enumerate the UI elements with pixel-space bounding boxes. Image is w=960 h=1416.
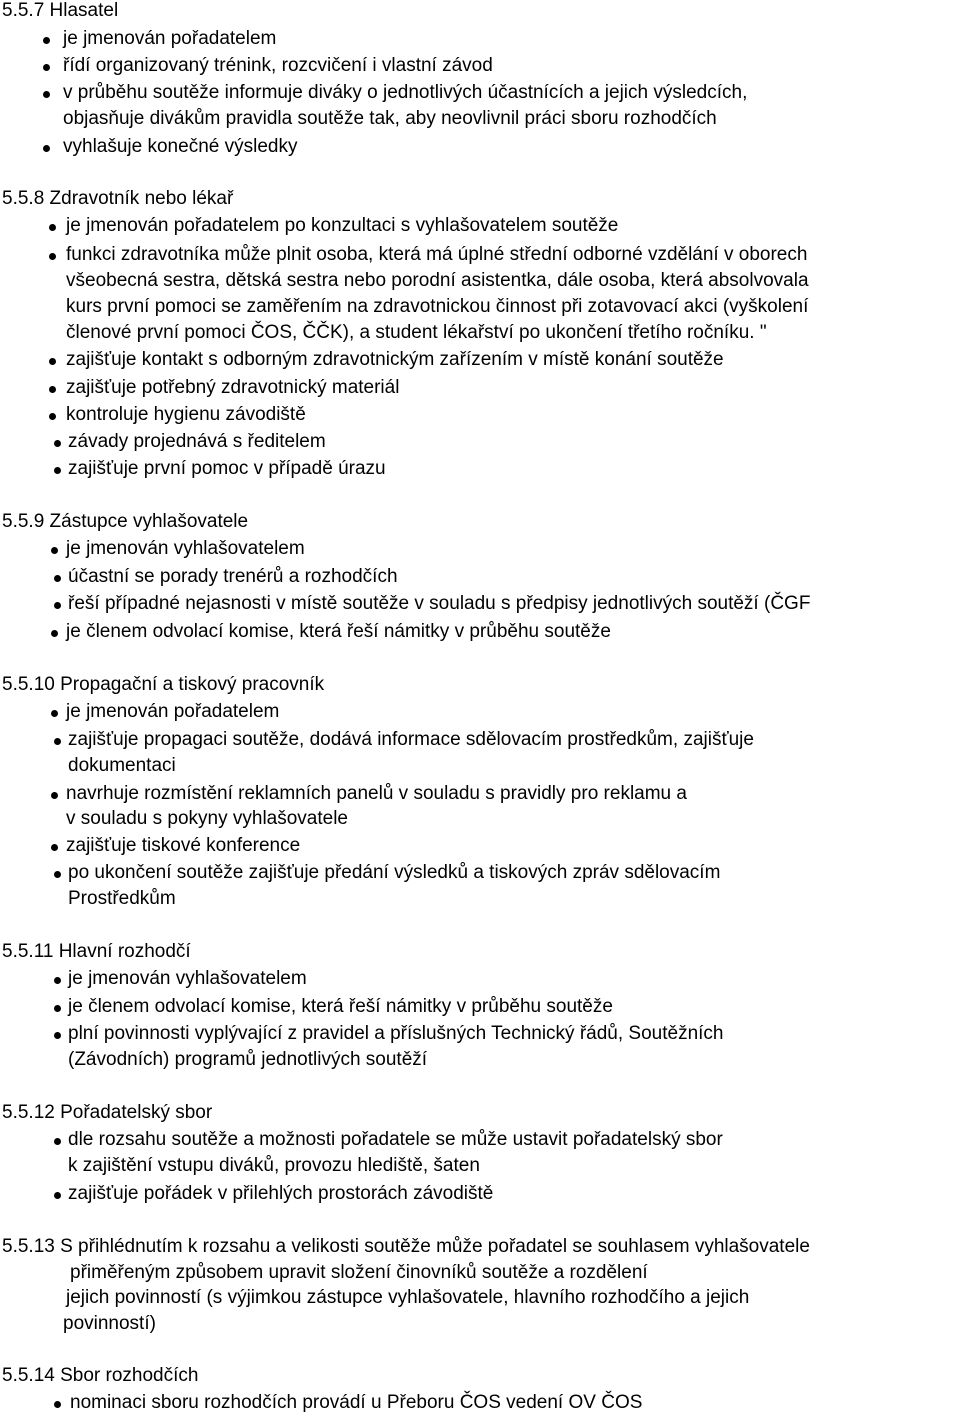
bullet-icon [54, 1005, 61, 1012]
section-heading-5-5-9: 5.5.9 Zástupce vyhlašovatele [2, 511, 249, 532]
list-item: je jmenován pořadatelem [63, 28, 277, 49]
section-heading-5-5-7: 5.5.7 Hlasatel [2, 0, 119, 21]
list-item: je jmenován pořadatelem [66, 701, 280, 722]
bullet-icon [43, 145, 50, 152]
list-item: nominaci sboru rozhodčích provádí u Přeboru ČOS vedení OV ČOS [70, 1392, 643, 1413]
list-item-continuation: členové první pomoci ČOS, ČČK), a student lékařství po ukončení třetího ročníku. " [66, 322, 767, 343]
bullet-icon [51, 547, 58, 554]
bullet-icon [43, 37, 50, 44]
section-heading-5-5-11: 5.5.11 Hlavní rozhodčí [2, 941, 191, 962]
bullet-icon [54, 1192, 61, 1199]
section-continuation-line: přiměřeným způsobem upravit složení činovníků soutěže a rozdělení [70, 1262, 648, 1283]
list-item: je členem odvolací komise, která řeší námitky v průběhu soutěže [68, 996, 613, 1017]
list-item: je členem odvolací komise, která řeší námitky v průběhu soutěže [66, 621, 611, 642]
section-heading-5-5-8: 5.5.8 Zdravotník nebo lékař [2, 188, 234, 209]
bullet-icon [43, 91, 50, 98]
list-item: v průběhu soutěže informuje diváky o jednotlivých účastnících a jejich výsledcích, [63, 82, 748, 103]
list-item: zajišťuje tiskové konference [66, 835, 301, 856]
list-item: vyhlašuje konečné výsledky [63, 136, 298, 157]
section-heading-5-5-13: 5.5.13 S přihlédnutím k rozsahu a velikosti soutěže může pořadatel se souhlasem vyhlašovatele [2, 1236, 810, 1257]
bullet-icon [54, 440, 61, 447]
list-item-continuation: (Závodních) programů jednotlivých soutěží [68, 1049, 428, 1070]
list-item: zajišťuje kontakt s odborným zdravotnickým zařízením v místě konání soutěže [66, 349, 724, 370]
list-item-continuation: objasňuje divákům pravidla soutěže tak, aby neovlivnil práci sboru rozhodčích [63, 108, 717, 129]
bullet-icon [54, 1138, 61, 1145]
bullet-icon [54, 467, 61, 474]
bullet-icon [54, 738, 61, 745]
list-item: účastní se porady trenérů a rozhodčích [68, 566, 398, 587]
bullet-icon [54, 1401, 61, 1408]
bullet-icon [54, 871, 61, 878]
list-item: funkci zdravotníka může plnit osoba, která má úplné střední odborné vzdělání v oborech [66, 244, 808, 265]
list-item: navrhuje rozmístění reklamních panelů v souladu s pravidly pro reklamu a [66, 783, 687, 804]
list-item: kontroluje hygienu závodiště [66, 404, 306, 425]
section-heading-5-5-12: 5.5.12 Pořadatelský sbor [2, 1102, 213, 1123]
bullet-icon [51, 844, 58, 851]
list-item: řeší případné nejasnosti v místě soutěže v souladu s předpisy jednotlivých soutěží (ČGF [68, 593, 811, 614]
list-item: závady projednává s ředitelem [68, 431, 326, 452]
bullet-icon [54, 977, 61, 984]
bullet-icon [54, 1032, 61, 1039]
bullet-icon [43, 64, 50, 71]
list-item: po ukončení soutěže zajišťuje předání výsledků a tiskových zpráv sdělovacím [68, 862, 721, 883]
list-item-continuation: všeobecná sestra, dětská sestra nebo porodní asistentka, dále osoba, která absolvovala [66, 270, 809, 291]
bullet-icon [54, 602, 61, 609]
bullet-icon [49, 358, 56, 365]
list-item: zajišťuje první pomoc v případě úrazu [68, 458, 386, 479]
bullet-icon [49, 386, 56, 393]
section-heading-5-5-10: 5.5.10 Propagační a tiskový pracovník [2, 674, 325, 695]
list-item: řídí organizovaný trénink, rozcvičení i vlastní závod [63, 55, 493, 76]
list-item-continuation: dokumentaci [68, 755, 176, 776]
list-item-continuation: v souladu s pokyny vyhlašovatele [66, 808, 348, 829]
bullet-icon [51, 710, 58, 717]
list-item: zajišťuje pořádek v přilehlých prostorách závodiště [68, 1183, 494, 1204]
bullet-icon [49, 224, 56, 231]
list-item-continuation: Prostředkům [68, 888, 176, 909]
list-item: je jmenován pořadatelem po konzultaci s vyhlašovatelem soutěže [66, 215, 619, 236]
bullet-icon [51, 630, 58, 637]
bullet-icon [49, 413, 56, 420]
section-continuation-line: jejich povinností (s výjimkou zástupce vyhlašovatele, hlavního rozhodčího a jejich [66, 1287, 750, 1308]
list-item: dle rozsahu soutěže a možnosti pořadatele se může ustavit pořadatelský sbor [68, 1129, 723, 1150]
section-continuation-line: povinností) [63, 1313, 156, 1334]
list-item: zajišťuje propagaci soutěže, dodává informace sdělovacím prostředkům, zajišťuje [68, 729, 754, 750]
bullet-icon [54, 575, 61, 582]
list-item: je jmenován vyhlašovatelem [68, 968, 307, 989]
section-heading-5-5-14: 5.5.14 Sbor rozhodčích [2, 1365, 199, 1386]
list-item: plní povinnosti vyplývající z pravidel a příslušných Technický řádů, Soutěžních [68, 1023, 724, 1044]
list-item-continuation: kurs první pomoci se zaměřením na zdravotnickou činnost při zotavovací akci (vyškolení [66, 296, 809, 317]
list-item-continuation: k zajištění vstupu diváků, provozu hlediště, šaten [68, 1155, 480, 1176]
list-item: zajišťuje potřebný zdravotnický materiál [66, 377, 400, 398]
list-item: je jmenován vyhlašovatelem [66, 538, 305, 559]
bullet-icon [51, 792, 58, 799]
bullet-icon [49, 253, 56, 260]
